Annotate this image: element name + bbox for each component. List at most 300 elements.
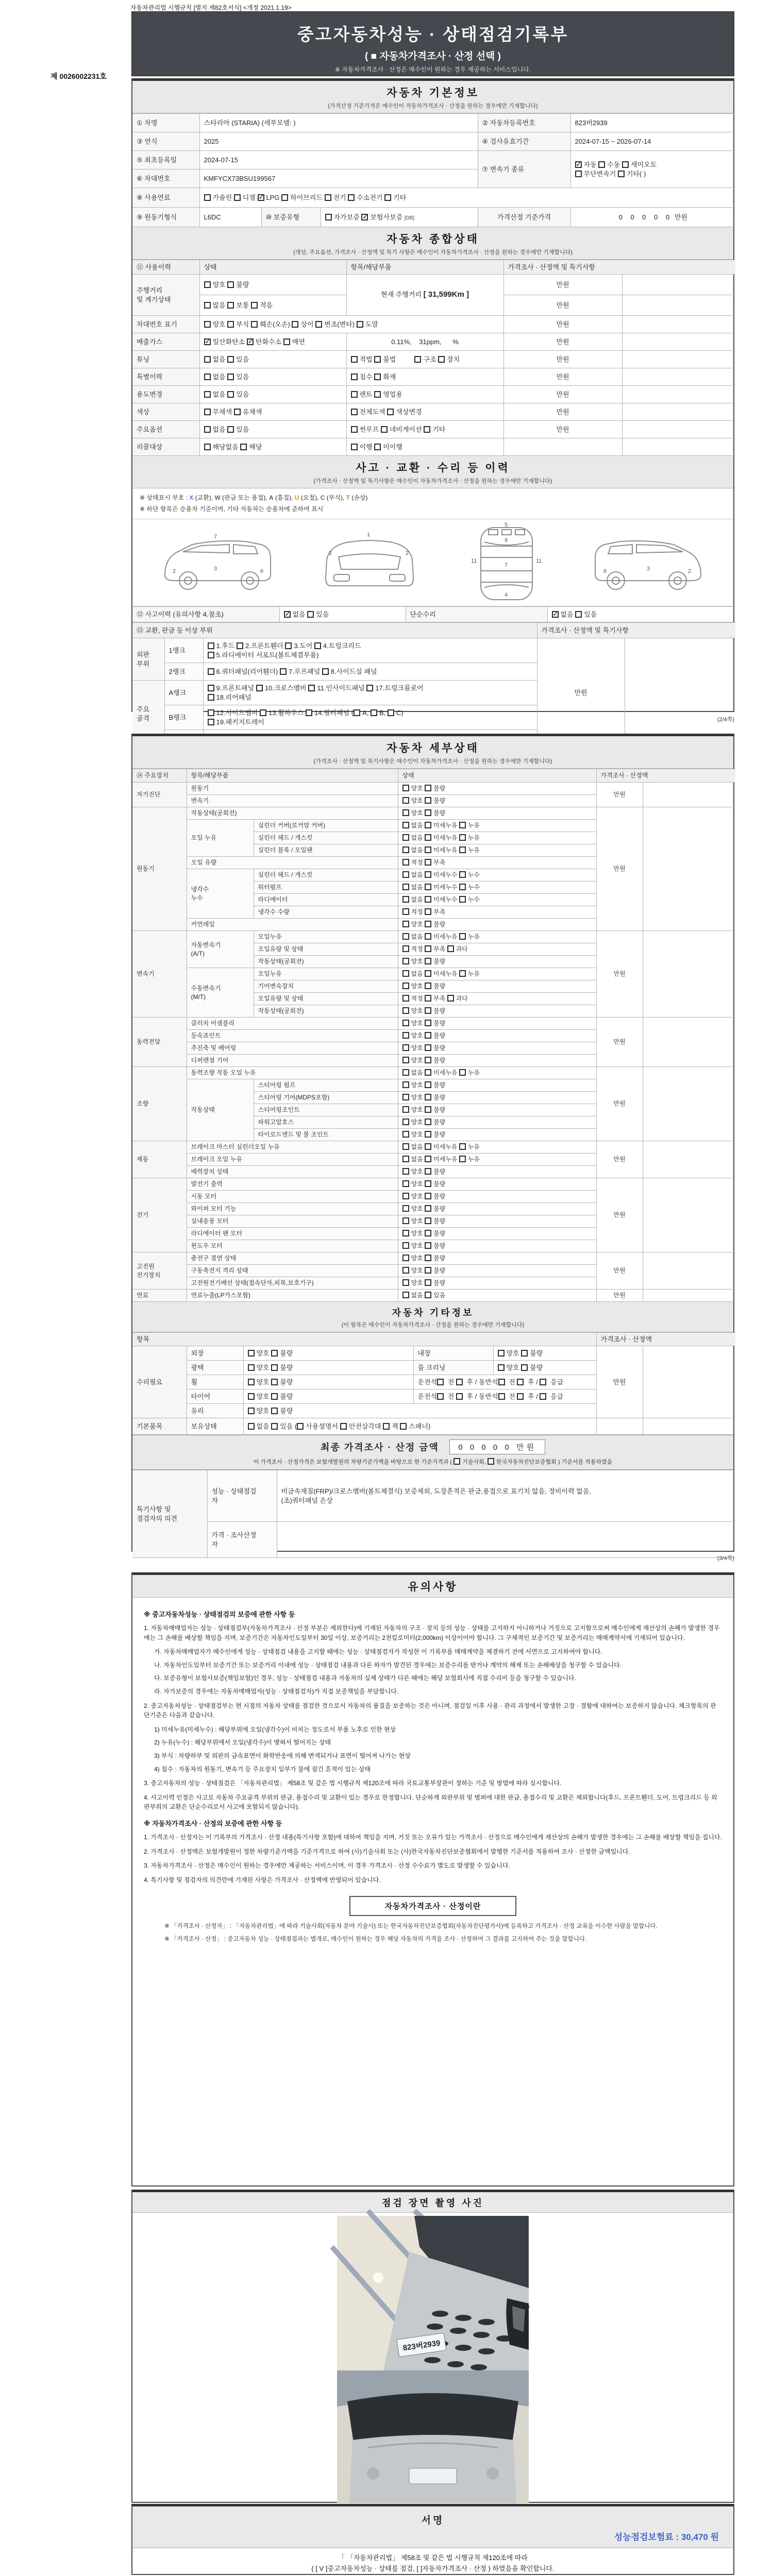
checkbox[interactable] [447, 945, 454, 952]
checkbox[interactable] [437, 1379, 444, 1385]
svg-text:5: 5 [505, 522, 508, 529]
field-value: 1.후드 2.프론트휀더 3.도어 4.트렁크리드 5.라디에이터 서포트(볼트체결부품) [203, 638, 537, 663]
checkbox[interactable] [521, 1350, 528, 1357]
checkbox[interactable] [402, 871, 409, 878]
field-value [622, 403, 735, 421]
field-label: 클러치 어셈블리 [187, 1018, 398, 1030]
checkbox[interactable] [425, 809, 431, 816]
checkbox[interactable] [425, 1292, 431, 1298]
checkbox[interactable] [351, 374, 358, 380]
svg-text:2: 2 [328, 550, 332, 557]
checkbox[interactable] [425, 1230, 431, 1236]
checkbox[interactable] [325, 194, 331, 201]
final-price-band [132, 1435, 733, 1470]
note-line: 1. 자동차매매업자는 성능 · 상태점검부(자동차가격조사 · 산정 부분은 제외한다)에 기재된 자동차의 구조 · 장치 등의 성능 · 상태를 고지하지 아니하거나 거짓으로 고지함으로써 매수인에게 재산상의 손해가 발생한 경우에는 그 손해를 배상할 책임을 지며, 보증기간은 자동차인도일부터 30일 이상, 보증거리는 2천킬로미터(2,000km) 이상이어야 합니다. 그 구체적인 보증기간 및 보증거리는 매매계약서에 기재되어 있습니다. [144, 1624, 720, 1641]
checkbox[interactable] [357, 321, 363, 328]
note-line: 4. 사고이력 인정은 사고로 자동차 주요골격 부위의 판금, 용접수리 및 교환이 있는 경우로 한정합니다. 단순하게 외판부위 및 범퍼에 대한 판금, 용접수리 및 교환은 제외합니다(후드, 프론트휀더, 도어, 트렁크리드 등 외판부위의 교환은 단순수리로서 사고에 포함되지 않습니다). [144, 1793, 717, 1811]
checkbox[interactable] [425, 871, 431, 878]
field-value: 2024-07-15 [199, 151, 478, 170]
field-label: 리콜대상 [132, 438, 199, 456]
checkbox[interactable] [402, 970, 409, 977]
checkbox[interactable] [425, 1081, 431, 1088]
checkbox[interactable] [425, 1168, 431, 1175]
field-value: 없음 있음 [199, 368, 346, 386]
checkbox[interactable] [402, 1007, 409, 1014]
note-line: 가. 자동차매매업자가 매수인에게 성능 · 상태점검 내용을 고지할 때에는 성능 · 상태점검자가 작성한 이 기록부를 매매계약을 체결하기 전에 서면으로 고지하여야 합니다. [154, 1648, 602, 1656]
field-value: 만원 [503, 368, 622, 386]
checkbox[interactable] [459, 1069, 466, 1076]
checkbox[interactable] [402, 921, 409, 927]
checkbox[interactable] [256, 685, 263, 691]
checkbox[interactable] [459, 896, 466, 903]
checkbox[interactable] [424, 426, 430, 433]
etc-header [132, 1302, 733, 1332]
etc-title: 자동차 기타정보 [392, 1308, 474, 1318]
field-label: 오일 유량 [187, 857, 398, 869]
checkbox[interactable] [322, 668, 329, 675]
checkbox[interactable] [248, 1393, 255, 1400]
field-value: 양호 불량 [398, 980, 596, 993]
checkbox[interactable] [340, 1423, 347, 1430]
checkbox[interactable] [425, 1205, 431, 1212]
field-value: 만원 [503, 295, 622, 316]
checkbox[interactable] [227, 374, 234, 380]
checkbox[interactable] [498, 1393, 505, 1400]
checkbox[interactable] [425, 1007, 431, 1014]
checkbox[interactable] [425, 1267, 431, 1274]
checkbox[interactable] [208, 642, 214, 649]
checkbox[interactable] [425, 1057, 431, 1063]
checkbox[interactable] [459, 822, 466, 828]
field-value: 없음 미세누유 누유 [398, 1141, 596, 1154]
checkbox[interactable] [402, 945, 409, 952]
field-label: 자기진단 [132, 783, 187, 807]
checkbox[interactable] [425, 859, 431, 866]
checkbox[interactable] [425, 1106, 431, 1113]
field-value: 가솔린 디젤 ✓LPG 하이브리드 전기 수소전기 기타 [199, 188, 735, 208]
checkbox[interactable] [447, 995, 454, 1002]
checkbox[interactable] [402, 995, 409, 1002]
field-label: 실린더 헤드 / 개스킷 [254, 832, 398, 844]
field-label: 발전기 출력 [187, 1178, 398, 1191]
field-value: 없음 미세누유 누유 [398, 1067, 596, 1079]
checkbox[interactable] [351, 391, 358, 398]
inspection-photo-front [337, 2216, 529, 2370]
field-label: 단순수리 [406, 607, 547, 622]
checkbox[interactable] [248, 1423, 255, 1430]
checkbox[interactable] [248, 1350, 255, 1357]
checkbox[interactable] [425, 1180, 431, 1187]
confirmation-line-2: ( [ V ]중고자동차성능 · 상태를 점검, [ ]자동차가격조사 · 산정 ) 하였음을 확인합니다. [311, 2564, 554, 2572]
checkbox-checked[interactable] [258, 194, 264, 201]
checkbox[interactable] [383, 1423, 390, 1430]
checkbox[interactable] [425, 1094, 431, 1100]
field-label: 성능 · 상태점검 자 [207, 1470, 277, 1522]
checkbox[interactable] [575, 611, 582, 618]
checkbox[interactable] [402, 1020, 409, 1026]
checkbox[interactable] [425, 1217, 431, 1224]
field-label: 조향 [132, 1067, 187, 1141]
checkbox[interactable] [374, 444, 381, 450]
field-value: 양호 불량 [398, 1018, 596, 1030]
checkbox[interactable] [400, 1423, 407, 1430]
checkbox[interactable] [208, 652, 214, 658]
checkbox-checked[interactable] [552, 611, 559, 618]
checkbox[interactable] [402, 1279, 409, 1286]
checkbox-checked[interactable] [575, 161, 582, 168]
basic-info-header [132, 81, 733, 113]
field-label: 광택 [187, 1361, 243, 1375]
field-value: 양호 불량 [398, 1203, 596, 1215]
checkbox[interactable] [517, 1393, 524, 1400]
checkbox[interactable] [227, 356, 234, 363]
field-label: ⑧ 사용연료 [132, 188, 199, 208]
detail-subtitle: (가격조사 · 산정액 및 특기사항은 매수인이 자동차가격조사 · 산정을 원하는 경우에만 기재합니다) [313, 758, 552, 765]
note-line: 자동차가격조사 · 산정이란 [349, 1896, 516, 1916]
field-value: ✓자동 수동 세미오토 무단변속기 기타( ) [570, 151, 735, 188]
checkbox[interactable] [402, 1044, 409, 1051]
notes-title: 유의사항 [408, 1581, 458, 1593]
checkbox[interactable] [402, 1267, 409, 1274]
checkbox[interactable] [402, 809, 409, 816]
field-value [622, 351, 735, 368]
checkbox[interactable] [237, 642, 243, 649]
checkbox[interactable] [402, 785, 409, 791]
checkbox[interactable] [425, 933, 431, 940]
checkbox[interactable] [402, 958, 409, 964]
checkbox[interactable] [240, 444, 247, 450]
field-label: 브레이크 마스터 실린더오일 누유 [187, 1141, 398, 1154]
checkbox[interactable] [402, 846, 409, 853]
checkbox[interactable] [453, 1458, 460, 1465]
checkbox[interactable] [227, 281, 234, 288]
checkbox[interactable] [374, 391, 381, 398]
checkbox[interactable] [402, 1094, 409, 1100]
checkbox[interactable] [425, 797, 431, 804]
field-value: 가격조사 · 산정액 [596, 769, 735, 783]
checkbox[interactable] [208, 694, 214, 701]
field-value: 항목 [132, 1333, 596, 1346]
checkbox[interactable] [374, 356, 381, 363]
checkbox[interactable] [292, 321, 298, 328]
checkbox[interactable] [348, 194, 355, 201]
checkbox[interactable] [387, 409, 394, 415]
field-value [622, 295, 735, 316]
checkbox[interactable] [307, 611, 314, 618]
checkbox[interactable] [227, 391, 234, 398]
checkbox-checked[interactable] [284, 611, 291, 618]
checkbox[interactable] [459, 834, 466, 841]
checkbox[interactable] [425, 1279, 431, 1286]
checkbox[interactable] [425, 1032, 431, 1039]
checkbox[interactable] [381, 426, 388, 433]
field-value: 양호 불량 [398, 1215, 596, 1228]
checkbox[interactable] [402, 1217, 409, 1224]
svg-text:3: 3 [214, 566, 217, 572]
field-label: 윈도우 모터 [187, 1240, 398, 1252]
checkbox[interactable] [366, 685, 373, 691]
checkbox[interactable] [540, 1379, 546, 1385]
checkbox[interactable] [314, 642, 321, 649]
checkbox[interactable] [459, 933, 466, 940]
checkbox[interactable] [459, 970, 466, 977]
checkbox[interactable] [402, 1242, 409, 1249]
checkbox[interactable] [351, 409, 358, 415]
field-value: 양호 불량 [398, 1005, 596, 1018]
field-value [643, 1018, 735, 1067]
checkbox[interactable] [622, 161, 629, 168]
checkbox[interactable] [425, 1143, 431, 1150]
checkbox[interactable] [402, 1057, 409, 1063]
checkbox[interactable] [425, 785, 431, 791]
field-label: 외장 [187, 1346, 243, 1361]
checkbox[interactable] [283, 338, 290, 345]
accident-history-row [132, 606, 733, 622]
checkbox[interactable] [459, 1156, 466, 1162]
checkbox[interactable] [402, 1069, 409, 1076]
section-box-photos [131, 2190, 734, 2503]
field-label: 등속죠인트 [187, 1030, 398, 1042]
checkbox[interactable] [271, 1408, 278, 1414]
checkbox[interactable] [285, 642, 292, 649]
checkbox[interactable] [402, 1143, 409, 1150]
field-value: 없음 있음 ( 사용설명서 안전삼각대 잭 스패너) [243, 1418, 596, 1435]
checkbox[interactable] [281, 194, 288, 201]
checkbox[interactable] [425, 958, 431, 964]
checkbox[interactable] [402, 1230, 409, 1236]
checkbox[interactable] [425, 1242, 431, 1249]
checkbox[interactable] [521, 1364, 528, 1371]
field-value: ✓ 일산화탄소 ✓탄화수소 매연 [199, 333, 346, 351]
field-value: 양호 불량 [398, 1191, 596, 1203]
checkbox[interactable] [425, 1020, 431, 1026]
checkbox[interactable] [425, 884, 431, 890]
field-value: 만원 [503, 316, 622, 333]
field-label: 수리필요 [132, 1346, 187, 1418]
checkbox[interactable] [227, 321, 234, 328]
checkbox-checked[interactable] [204, 338, 211, 345]
checkbox[interactable] [204, 281, 211, 288]
car-diagram-top [458, 521, 556, 604]
checkbox[interactable] [204, 444, 211, 450]
checkbox[interactable] [425, 1255, 431, 1261]
checkbox[interactable] [308, 685, 315, 691]
checkbox[interactable] [204, 321, 211, 328]
field-value: ⑬ 교환, 판금 등 이상 부위 [132, 623, 537, 638]
checkbox[interactable] [351, 356, 358, 363]
checkbox[interactable] [425, 1069, 431, 1076]
svg-text:2: 2 [687, 568, 691, 575]
field-label: 특기사항 및 점검자의 의견 [132, 1470, 207, 1558]
checkbox[interactable] [402, 834, 409, 841]
field-value: 상태 [199, 260, 346, 275]
checkbox[interactable] [248, 1408, 255, 1414]
car-diagram-front [310, 524, 429, 601]
field-label: 와이퍼 모터 기능 [187, 1203, 398, 1215]
checkbox[interactable] [402, 859, 409, 866]
checkbox[interactable] [402, 1205, 409, 1212]
checkbox[interactable] [402, 1180, 409, 1187]
checkbox[interactable] [425, 995, 431, 1002]
field-label: 2랭크 [164, 663, 203, 681]
checkbox-checked[interactable] [361, 214, 368, 221]
checkbox[interactable] [402, 1193, 409, 1199]
checkbox[interactable] [271, 1379, 278, 1385]
checkbox[interactable] [540, 1393, 546, 1400]
field-value [643, 1252, 735, 1290]
checkbox[interactable] [425, 982, 431, 989]
checkbox[interactable] [425, 970, 431, 977]
field-label: 충전구 절연 상태 [187, 1252, 398, 1265]
checkbox[interactable] [402, 896, 409, 903]
checkbox[interactable] [517, 1379, 524, 1385]
document-title: 중고자동차성능 · 상태점검기록부 [297, 25, 569, 44]
svg-text:7: 7 [214, 534, 217, 540]
checkbox[interactable] [402, 1118, 409, 1125]
field-label: 배출가스 [132, 333, 199, 351]
field-label: 오일누유 [254, 968, 398, 980]
checkbox[interactable] [425, 945, 431, 952]
checkbox[interactable] [351, 444, 358, 450]
field-value: 운전석 전 후 / 동반석 전 후 / 응급 [413, 1389, 596, 1404]
checkbox[interactable] [459, 884, 466, 890]
checkbox[interactable] [204, 194, 211, 201]
checkbox[interactable] [498, 1379, 505, 1385]
detail-header [132, 736, 733, 769]
field-label: 실린더 블록 / 오일팬 [254, 844, 398, 857]
checkbox[interactable] [437, 1393, 444, 1400]
field-value: 전체도색 색상변경 [346, 403, 503, 421]
checkbox[interactable] [384, 194, 391, 201]
checkbox[interactable] [459, 871, 466, 878]
checkbox[interactable] [248, 1364, 255, 1371]
field-label: 원동기 [132, 807, 187, 931]
checkbox[interactable] [575, 171, 582, 177]
checkbox[interactable] [374, 374, 381, 380]
checkbox[interactable] [251, 302, 258, 309]
checkbox-checked[interactable] [247, 338, 254, 345]
field-value: 양호 불량 [243, 1375, 413, 1389]
checkbox[interactable] [425, 1044, 431, 1051]
checkbox[interactable] [459, 1143, 466, 1150]
field-label: 워터펌프 [254, 882, 398, 894]
checkbox[interactable] [204, 391, 211, 398]
checkbox[interactable] [234, 194, 241, 201]
checkbox[interactable] [425, 846, 431, 853]
checkbox[interactable] [402, 908, 409, 915]
checkbox[interactable] [438, 356, 445, 363]
checkbox[interactable] [271, 1393, 278, 1400]
field-value: 렌트 영업용 [346, 386, 503, 403]
checkbox[interactable] [498, 1364, 505, 1371]
checkbox[interactable] [425, 908, 431, 915]
checkbox[interactable] [325, 214, 332, 221]
field-value: 만원 [596, 1346, 643, 1418]
checkbox[interactable] [425, 921, 431, 927]
checkbox[interactable] [297, 1423, 304, 1430]
checkbox[interactable] [280, 668, 287, 675]
checkbox[interactable] [425, 834, 431, 841]
checkbox[interactable] [459, 846, 466, 853]
checkbox[interactable] [204, 356, 211, 363]
note-line: 2. 중고자동차성능 · 상태점검부는 현 시점의 자동차 상태를 점검한 것으로서 자동차의 품질을 보증하는 것은 아니며, 점검일 이후 사용 · 관리 과정에서 발생한 고장 · 결함에 대하여는 보증하지 않습니다. 체크항목의 판단기준은 다음과 같습니다. [144, 1702, 716, 1719]
field-label: 실내송풍 모터 [187, 1215, 398, 1228]
field-label: 시동 모터 [187, 1191, 398, 1203]
checkbox[interactable] [425, 1156, 431, 1162]
checkbox[interactable] [204, 426, 211, 433]
document-title-box [131, 11, 734, 76]
field-value: ⑭ 주요장치 [132, 769, 187, 783]
checkbox[interactable] [425, 1193, 431, 1199]
checkbox[interactable] [402, 1292, 409, 1298]
field-label: 구동축전지 격리 상태 [187, 1265, 398, 1277]
checkbox[interactable] [425, 1131, 431, 1138]
checkbox[interactable] [208, 668, 214, 675]
checkbox[interactable] [271, 1364, 278, 1371]
checkbox[interactable] [248, 1379, 255, 1385]
checkbox[interactable] [251, 321, 258, 328]
checkbox[interactable] [234, 409, 241, 415]
checkbox[interactable] [618, 171, 625, 177]
checkbox[interactable] [456, 1393, 463, 1400]
checkbox[interactable] [425, 896, 431, 903]
checkbox[interactable] [414, 356, 421, 363]
checkbox[interactable] [204, 302, 211, 309]
field-label: 작동상태(공회전) [254, 956, 398, 968]
checkbox[interactable] [402, 1081, 409, 1088]
field-label: 튜닝 [132, 351, 199, 368]
checkbox[interactable] [315, 321, 322, 328]
checkbox[interactable] [227, 426, 234, 433]
checkbox[interactable] [402, 982, 409, 989]
field-label: 연료 [132, 1290, 187, 1302]
field-label: 파워고압호스 [254, 1116, 398, 1129]
checkbox[interactable] [402, 797, 409, 804]
field-value: 없음 미세누유 누유 [398, 968, 596, 980]
field-label: 고전원 전기장치 [132, 1252, 187, 1290]
field-value: 양호 불량 [243, 1346, 413, 1361]
checkbox[interactable] [456, 1379, 463, 1385]
field-value: 12.사이드멤버 13.휠하우스 14.필러패널 ( A, B, C) 19.패키지트레이 [203, 705, 537, 730]
checkbox[interactable] [488, 1458, 494, 1465]
checkbox[interactable] [402, 1255, 409, 1261]
field-value: 만원 [503, 403, 622, 421]
checkbox[interactable] [271, 1350, 278, 1357]
checkbox[interactable] [204, 374, 211, 380]
checkbox[interactable] [402, 1032, 409, 1039]
checkbox[interactable] [271, 1423, 278, 1430]
field-value: 없음 미세누유 누유 [398, 931, 596, 943]
field-label: 실린더 헤드 / 개스킷 [254, 869, 398, 882]
checkbox[interactable] [402, 1168, 409, 1175]
checkbox[interactable] [598, 161, 605, 168]
checkbox[interactable] [402, 1156, 409, 1162]
checkbox[interactable] [227, 302, 234, 309]
checkbox[interactable] [402, 822, 409, 828]
checkbox[interactable] [425, 1118, 431, 1125]
checkbox[interactable] [402, 884, 409, 890]
checkbox[interactable] [402, 933, 409, 940]
note-line: 4. 특기사항 및 점검자의 의견란에 기재된 사항은 가격조사 · 산정액에 반영되어 있습니다. [144, 1876, 381, 1884]
checkbox[interactable] [402, 1106, 409, 1113]
checkbox[interactable] [498, 1350, 505, 1357]
checkbox[interactable] [204, 409, 211, 415]
checkbox[interactable] [208, 685, 214, 691]
field-label: 타이로드엔드 및 볼 조인트 [254, 1129, 398, 1141]
checkbox[interactable] [402, 1131, 409, 1138]
checkbox[interactable] [425, 822, 431, 828]
checkbox[interactable] [351, 426, 358, 433]
